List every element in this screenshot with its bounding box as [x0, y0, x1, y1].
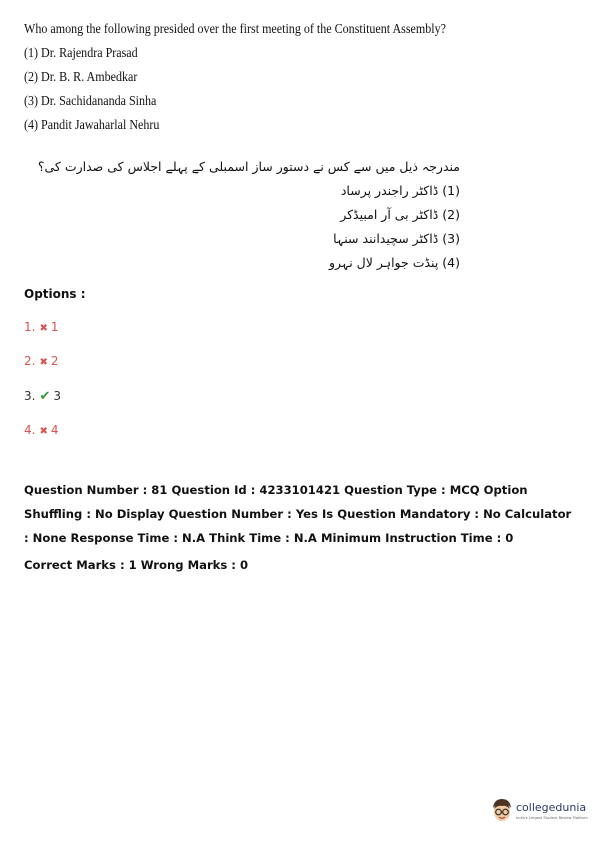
choice-urdu-3: (3) ڈاکٹر سچیدانند سنہا	[333, 231, 460, 246]
choice-3: (3) Dr. Sachidananda Sinha	[24, 94, 157, 109]
question-urdu	[37, 155, 460, 275]
check-icon: ✔	[39, 389, 51, 404]
option-number: 3.	[24, 389, 36, 403]
option-value: 4	[50, 423, 59, 437]
mascot-icon	[490, 797, 514, 825]
question-text-urdu: مندرجہ ذیل میں سے کس نے دستور ساز اسمبلی کے پہلے اجلاس کی صدارت کی؟	[37, 159, 460, 174]
option-2	[24, 354, 58, 368]
question-meta	[24, 478, 579, 577]
question-details: Question Number : 81 Question Id : 4233101421 Question Type : MCQ Option Shuffling : No Display Question Number : Yes Is Question Mandatory : No Calculator : None Response Time : N.A Think Time : N.A Minimum Instruction Time : 0	[24, 483, 572, 545]
question-english	[24, 18, 497, 138]
brand-tagline: India's Largest Student Review Platform	[516, 816, 588, 820]
option-1	[24, 320, 58, 334]
cross-icon: ✖	[39, 426, 48, 437]
cross-icon: ✖	[39, 357, 48, 368]
cross-icon: ✖	[39, 323, 48, 334]
choice-2: (2) Dr. B. R. Ambedkar	[24, 70, 138, 85]
option-value: 1	[50, 320, 59, 334]
choice-urdu-4: (4) پنڈت جواہر لال نہرو	[328, 255, 460, 270]
choice-4: (4) Pandit Jawaharlal Nehru	[24, 118, 160, 133]
option-value: 3	[53, 389, 61, 403]
option-3	[24, 389, 61, 404]
choice-urdu-2: (2) ڈاکٹر بی آر امبیڈکر	[340, 207, 460, 222]
option-4	[24, 423, 58, 437]
options-heading: Options :	[24, 287, 86, 301]
question-text: Who among the following presided over the first meeting of the Constituent Assembly?	[24, 22, 446, 37]
option-number: 2.	[24, 354, 36, 368]
option-number: 1.	[24, 320, 36, 334]
collegedunia-logo	[490, 797, 590, 829]
choice-1: (1) Dr. Rajendra Prasad	[24, 46, 138, 61]
question-marks: Correct Marks : 1 Wrong Marks : 0	[24, 558, 249, 572]
option-number: 4.	[24, 423, 36, 437]
brand-name: collegedunia	[516, 801, 587, 814]
option-value: 2	[50, 354, 59, 368]
choice-urdu-1: (1) ڈاکٹر راجندر پرساد	[340, 183, 460, 198]
